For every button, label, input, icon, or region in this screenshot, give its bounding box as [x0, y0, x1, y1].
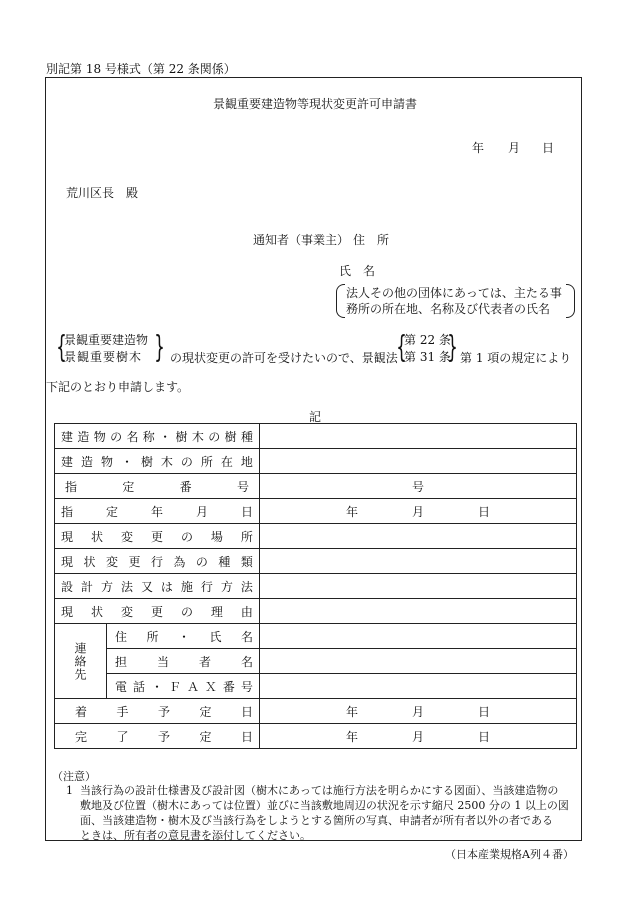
field-change-reason[interactable] [260, 599, 577, 624]
brace-left-1: { [56, 330, 67, 365]
article-22: 第 22 条 [404, 333, 451, 347]
row-label-completion-date: 完 了 予 定 日 [55, 724, 260, 749]
table-row [55, 474, 577, 499]
bracket-left [336, 284, 345, 318]
field-design-method[interactable] [260, 574, 577, 599]
option-list [64, 332, 148, 366]
field-contact-address[interactable] [260, 624, 577, 649]
field-designation-number[interactable] [260, 474, 577, 499]
table-row [55, 574, 577, 599]
table-row [55, 424, 577, 449]
table-row [55, 449, 577, 474]
notifier-label: 通知者（事業主） [253, 233, 350, 247]
statement-end: 第 1 項の規定により [460, 351, 572, 365]
field-change-place[interactable] [260, 524, 577, 549]
row-label-contact-phone: 電 話 ・ Ｆ Ａ Ｘ 番 号 [107, 674, 260, 699]
row-label-building-name: 建 造 物 の 名 称 ・ 樹 木 の 樹 種 [55, 424, 260, 449]
brace-left-2: { [396, 330, 407, 365]
notes-body [80, 783, 580, 843]
notes-heading: （注意） [52, 770, 96, 783]
field-completion-date[interactable]: 年 月 日 [260, 724, 577, 749]
address-label: 住 所 [353, 233, 390, 247]
table-row [55, 524, 577, 549]
field-change-type[interactable] [260, 549, 577, 574]
table-row [55, 649, 577, 674]
form-title: 景観重要建造物等現状変更許可申請書 [212, 97, 417, 111]
table-row [55, 549, 577, 574]
notes-line3: 面、当該建造物・樹木及び当該行為をしようとする箇所の写真、申請者が所有者以外の者である [80, 814, 553, 827]
corp-note-line2: 務所の所在地、名称及び代表者の氏名 [346, 302, 551, 316]
table-row [55, 624, 577, 649]
row-label-change-type: 現 状 変 更 行 為 の 種 類 [55, 549, 260, 574]
bracket-right [566, 284, 575, 318]
date-month-label: 月 [508, 141, 521, 155]
article-31: 第 31 条 [404, 350, 451, 364]
addressee: 荒川区長 殿 [66, 186, 139, 200]
table-row [55, 724, 577, 749]
date-year-label: 年 [472, 141, 485, 155]
row-label-designation-date: 指 定 年 月 日 [55, 499, 260, 524]
article-list [404, 332, 451, 366]
field-designation-date[interactable]: 年 月 日 [260, 499, 577, 524]
date-day-label: 日 [542, 141, 555, 155]
application-table [54, 423, 577, 749]
brace-right-2: } [447, 330, 458, 365]
statement-line2: 下記のとおり申請します。 [46, 380, 190, 394]
statement-middle: の現状変更の許可を受けたいので、景観法 [170, 351, 398, 365]
field-contact-phone[interactable] [260, 674, 577, 699]
number-suffix: 号 [411, 479, 424, 494]
notes-line4: ときは、所有者の意見書を添付してください。 [80, 829, 311, 842]
notes-line2: 敷地及び位置（樹木にあっては位置）並びに当該敷地周辺の状況を示す縮尺 2500 分の 1 以上の図 [80, 799, 569, 812]
row-label-design-method: 設 計 方 法 又 は 施 行 方 法 [55, 574, 260, 599]
corp-note-line1: 法人その他の団体にあっては、主たる事 [346, 286, 562, 300]
field-location[interactable] [260, 449, 577, 474]
notes-line1: 当該行為の設計仕様書及び設計図（樹木にあっては施行方法を明らかにする図面）、当該建造物の [80, 784, 559, 797]
paper-size-note: （日本産業規格A列４番） [445, 848, 574, 861]
table-row [55, 699, 577, 724]
row-label-change-reason: 現 状 変 更 の 理 由 [55, 599, 260, 624]
row-label-change-place: 現 状 変 更 の 場 所 [55, 524, 260, 549]
notes-number: 1 [66, 784, 73, 797]
contact-header: 連絡先 [55, 624, 107, 699]
option-building: 景観重要建造物 [64, 333, 149, 347]
row-label-contact-address: 住 所 ・ 氏 名 [107, 624, 260, 649]
table-row [55, 674, 577, 699]
row-label-location: 建 造 物 ・ 樹 木 の 所 在 地 [55, 449, 260, 474]
row-label-contact-person: 担 当 者 名 [107, 649, 260, 674]
corp-note [346, 285, 562, 317]
field-building-name[interactable] [260, 424, 577, 449]
field-start-date[interactable]: 年 月 日 [260, 699, 577, 724]
row-label-designation-number: 指 定 番 号 [55, 474, 260, 499]
row-label-start-date: 着 手 予 定 日 [55, 699, 260, 724]
table-row [55, 499, 577, 524]
table-row [55, 599, 577, 624]
form-number: 別記第 18 号様式（第 22 条関係） [46, 62, 236, 76]
name-label: 氏 名 [339, 264, 376, 278]
option-tree: 景観重要樹木 [64, 350, 143, 364]
ki-heading: 記 [308, 410, 321, 424]
brace-right-1: } [154, 330, 165, 365]
field-contact-person[interactable] [260, 649, 577, 674]
